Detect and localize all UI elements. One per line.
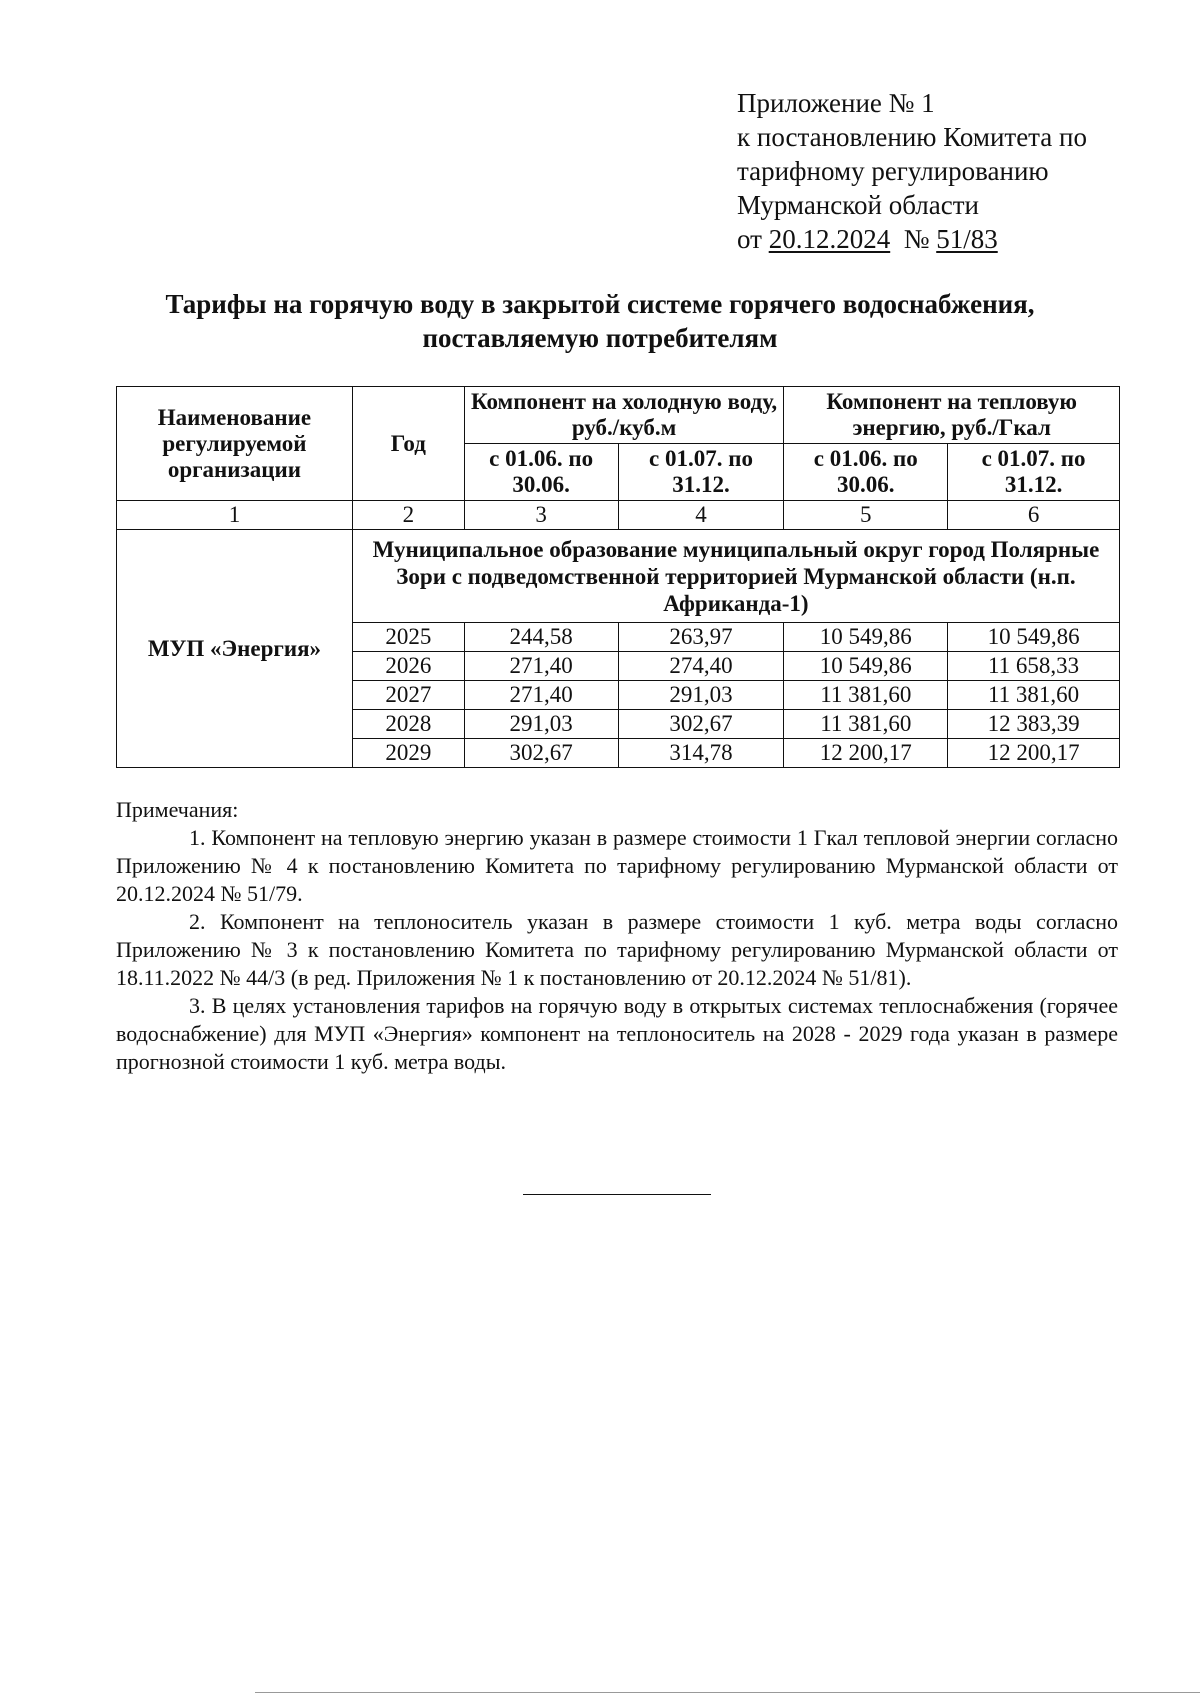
column-number: 2	[352, 501, 464, 530]
header-period: с 01.06. по 30.06.	[464, 444, 618, 501]
title-line: Тарифы на горячую воду в закрытой системе горячего водоснабжения,	[165, 289, 1035, 319]
cold-water-cell: 274,40	[618, 652, 784, 681]
cold-water-cell: 271,40	[464, 652, 618, 681]
end-divider	[523, 1194, 711, 1195]
header-cold-water: Компонент на холодную воду, руб./куб.м	[464, 387, 784, 444]
heat-energy-cell: 11 658,33	[948, 652, 1120, 681]
heat-energy-cell: 10 549,86	[948, 623, 1120, 652]
notes-title: Примечания:	[116, 797, 239, 822]
appendix-reference-line: Мурманской области	[737, 190, 979, 220]
cold-water-cell: 271,40	[464, 681, 618, 710]
header-heat-energy: Компонент на тепловую энергию, руб./Гкал	[784, 387, 1120, 444]
heat-energy-cell: 12 200,17	[784, 739, 948, 768]
heat-energy-cell: 11 381,60	[948, 681, 1120, 710]
note-item: 1. Компонент на тепловую энергию указан в размере стоимости 1 Гкал тепловой энергии согласно Приложению № 4 к постановлению Комитета по тарифному регулированию Мурманской области от 20.12.2024 № 51/79.	[116, 825, 1118, 906]
header-year: Год	[352, 387, 464, 501]
year-cell: 2025	[352, 623, 464, 652]
title-line: поставляемую потребителям	[422, 323, 778, 353]
header-period: с 01.07. по 31.12.	[618, 444, 784, 501]
cold-water-cell: 263,97	[618, 623, 784, 652]
heat-energy-cell: 11 381,60	[784, 681, 948, 710]
document-title	[100, 287, 1100, 355]
column-number-row	[117, 501, 1120, 530]
notes-section	[116, 796, 1118, 1076]
resolution-number: 51/83	[936, 224, 998, 254]
column-number: 4	[618, 501, 784, 530]
appendix-header	[737, 86, 1087, 256]
resolution-date: 20.12.2024	[768, 224, 891, 254]
column-number: 6	[948, 501, 1120, 530]
appendix-reference-line: к постановлению Комитета по	[737, 122, 1087, 152]
cold-water-cell: 291,03	[618, 681, 784, 710]
column-number: 3	[464, 501, 618, 530]
note-item: 3. В целях установления тарифов на горячую воду в открытых системах теплоснабжения (горячее водоснабжение) для МУП «Энергия» компонент на теплоноситель на 2028 - 2029 года указан в размере прогнозной стоимости 1 куб. метра воды.	[116, 993, 1118, 1074]
appendix-date-line	[737, 222, 1087, 256]
organization-name: МУП «Энергия»	[117, 530, 353, 768]
year-cell: 2026	[352, 652, 464, 681]
heat-energy-cell: 10 549,86	[784, 623, 948, 652]
year-cell: 2027	[352, 681, 464, 710]
tariff-table	[116, 386, 1120, 768]
cold-water-cell: 291,03	[464, 710, 618, 739]
cold-water-cell: 302,67	[618, 710, 784, 739]
municipality-name: Муниципальное образование муниципальный округ город Полярные Зори с подведомственной территорией Мурманской области (н.п. Африканда-1)	[352, 530, 1119, 623]
appendix-number: Приложение № 1	[737, 88, 935, 118]
heat-energy-cell: 10 549,86	[784, 652, 948, 681]
date-prefix: от	[737, 224, 769, 254]
header-period: с 01.07. по 31.12.	[948, 444, 1120, 501]
appendix-reference-line: тарифному регулированию	[737, 156, 1049, 186]
note-item: 2. Компонент на теплоноситель указан в размере стоимости 1 куб. метра воды согласно Приложению № 3 к постановлению Комитета по тарифному регулированию Мурманской области от 18.11.2022 № 44/3 (в ред. Приложения № 1 к постановлению от 20.12.2024 № 51/81).	[116, 909, 1118, 990]
cold-water-cell: 302,67	[464, 739, 618, 768]
cold-water-cell: 314,78	[618, 739, 784, 768]
number-prefix: №	[903, 224, 937, 254]
page-bottom-edge	[255, 1692, 1200, 1693]
year-cell: 2029	[352, 739, 464, 768]
column-number: 1	[117, 501, 353, 530]
header-period: с 01.06. по 30.06.	[784, 444, 948, 501]
year-cell: 2028	[352, 710, 464, 739]
heat-energy-cell: 12 383,39	[948, 710, 1120, 739]
header-organization: Наименование регулируемой организации	[117, 387, 353, 501]
municipality-row	[117, 530, 1120, 623]
heat-energy-cell: 12 200,17	[948, 739, 1120, 768]
column-number: 5	[784, 501, 948, 530]
heat-energy-cell: 11 381,60	[784, 710, 948, 739]
header-row	[117, 387, 1120, 444]
cold-water-cell: 244,58	[464, 623, 618, 652]
